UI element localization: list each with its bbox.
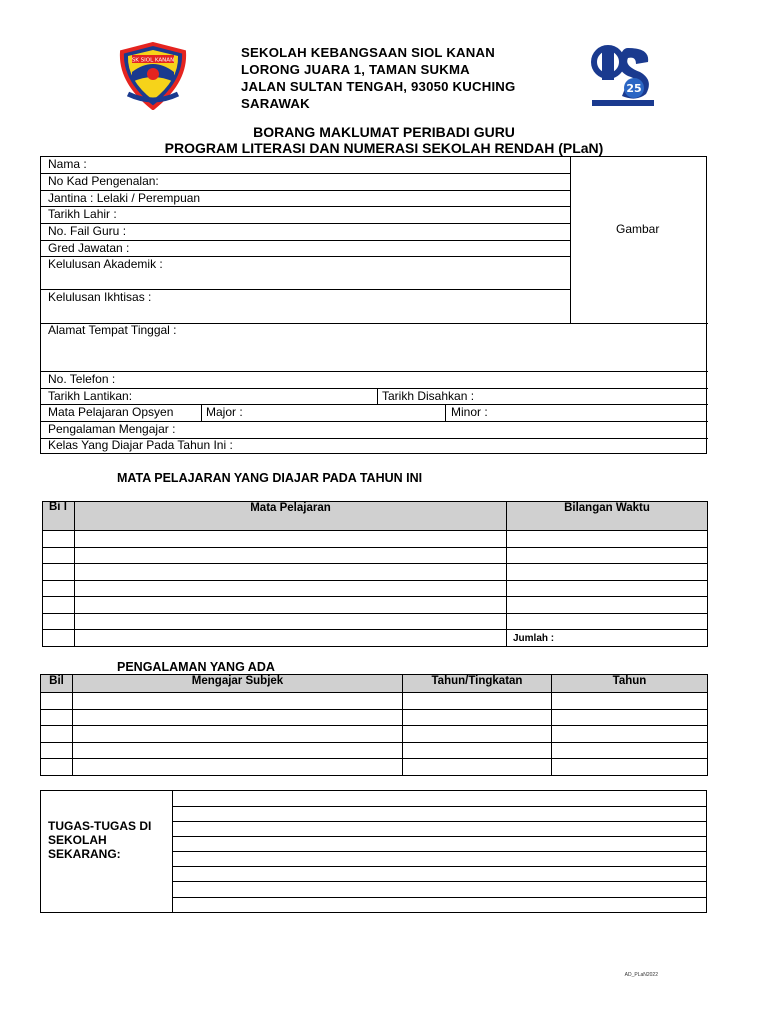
subjects-header-subject: Mata Pelajaran xyxy=(75,502,507,531)
school-address-line-2: JALAN SULTAN TENGAH, 93050 KUCHING xyxy=(241,79,516,94)
classes-taught-label: Kelas Yang Diajar Pada Tahun Ini : xyxy=(48,438,233,452)
school-address-line-3: SARAWAK xyxy=(241,96,310,111)
professional-qualification-label: Kelulusan Ikhtisas : xyxy=(48,290,152,304)
subjects-header-hours: Bilangan Waktu xyxy=(507,502,708,531)
subjects-header-bil: Bi l xyxy=(43,502,75,531)
experience-header-row xyxy=(41,675,708,693)
experience-header-level: Tahun/Tingkatan xyxy=(403,675,552,693)
photo-placeholder-label: Gambar xyxy=(616,222,660,236)
experience-header-subject: Mengajar Subjek xyxy=(73,675,403,693)
ic-number-label: No Kad Pengenalan: xyxy=(48,174,159,188)
birth-date-label: Tarikh Lahir : xyxy=(48,207,117,221)
form-title: BORANG MAKLUMAT PERIBADI GURU xyxy=(253,124,515,140)
table-row xyxy=(41,742,708,759)
table-row xyxy=(41,709,708,726)
school-address-line-1: LORONG JUARA 1, TAMAN SUKMA xyxy=(241,62,470,77)
name-label: Nama : xyxy=(48,157,87,171)
home-address-label: Alamat Tempat Tinggal : xyxy=(48,323,177,337)
total-label: Jumlah : xyxy=(513,632,555,644)
duties-box xyxy=(40,790,707,913)
experience-header-bil: Bil xyxy=(41,675,73,693)
option-subject-label: Mata Pelajaran Opsyen xyxy=(48,405,174,419)
document-code: AD_PLaN2022 xyxy=(624,972,658,978)
table-row xyxy=(43,547,708,564)
school-crest-logo xyxy=(118,42,188,110)
table-row xyxy=(43,564,708,581)
academic-qualification-label: Kelulusan Akademik : xyxy=(48,257,163,271)
subjects-table xyxy=(42,501,708,647)
major-label: Major : xyxy=(206,405,243,419)
experience-header-year: Tahun xyxy=(552,675,708,693)
table-row xyxy=(43,597,708,614)
phone-label: No. Telefon : xyxy=(48,372,116,386)
subjects-header-row xyxy=(43,502,708,531)
anniversary-logo xyxy=(588,40,658,110)
experience-section-title: PENGALAMAN YANG ADA xyxy=(117,660,275,674)
table-row xyxy=(43,580,708,597)
confirmation-date-label: Tarikh Disahkan : xyxy=(382,389,475,403)
form-subtitle: PROGRAM LITERASI DAN NUMERASI SEKOLAH RENDAH (PLaN) xyxy=(164,140,604,156)
svg-text:SK SIOL KANAN: SK SIOL KANAN xyxy=(131,57,175,64)
teaching-experience-label: Pengalaman Mengajar : xyxy=(48,422,176,436)
table-row xyxy=(43,613,708,630)
subjects-section-title: MATA PELAJARAN YANG DIAJAR PADA TAHUN INI xyxy=(117,471,423,485)
school-address xyxy=(241,44,516,112)
grade-label: Gred Jawatan : xyxy=(48,241,130,255)
table-row xyxy=(41,726,708,743)
gender-label: Jantina : Lelaki / Perempuan xyxy=(48,191,201,205)
personal-info-form xyxy=(40,156,707,454)
svg-text:25: 25 xyxy=(626,82,642,95)
table-row xyxy=(41,693,708,710)
table-row xyxy=(43,630,708,647)
school-name: SEKOLAH KEBANGSAAN SIOL KANAN xyxy=(241,45,495,60)
photo-divider xyxy=(570,157,571,323)
duties-label: TUGAS-TUGAS DI SEKOLAH SEKARANG: xyxy=(48,819,152,861)
table-row xyxy=(41,759,708,776)
teacher-file-label: No. Fail Guru : xyxy=(48,224,127,238)
table-row xyxy=(43,531,708,548)
appointment-date-label: Tarikh Lantikan: xyxy=(48,389,133,403)
minor-label: Minor : xyxy=(451,405,488,419)
experience-table xyxy=(40,674,708,776)
